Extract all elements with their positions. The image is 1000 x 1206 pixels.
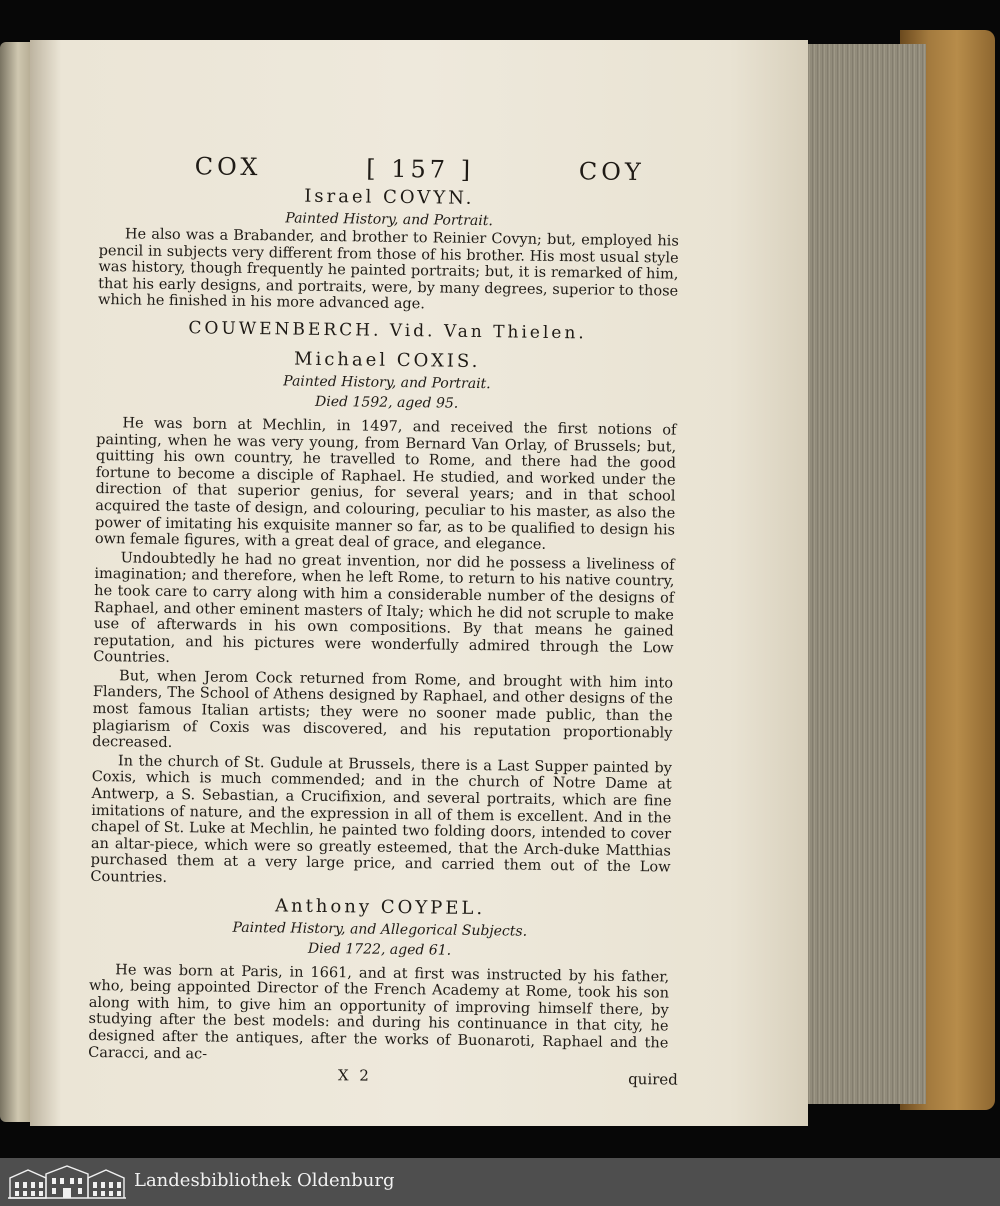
paragraph: He was born at Paris, in 1661, and at first was instructed by his father, who, being appointed Director of the French Academy at Rome, took his son along with him, to give him an opportunity of improving himself there, by studying after the best models: and during his continuance in that city, he designed after the antiques, after the works of Buonaroti, Raphael and the Caracci, and ac- bbox=[88, 961, 670, 1063]
entry-subtitle-coypel: Painted History, and Allegorical Subjects. bbox=[232, 919, 528, 940]
library-bar bbox=[0, 1158, 1000, 1206]
book-page bbox=[30, 40, 808, 1126]
page-edges bbox=[806, 44, 926, 1104]
running-head-right: COY bbox=[578, 157, 645, 187]
paragraph: But, when Jerom Cock returned from Rome, and brought with him into Flanders, The School of Athens designed by Raphael, and other designs of the most famous Italian artists; they were no sooner made public, than the plagiarism of Coxis was discovered, and his reputation proportionably decreased. bbox=[92, 668, 674, 752]
entry-title-couwenberch: COUWENBERCH. Vid. Van Thielen. bbox=[188, 318, 587, 344]
entry-title-coypel: Anthony COYPEL. bbox=[274, 894, 486, 919]
paragraph: In the church of St. Gudule at Brussels, there is a Last Supper painted by Coxis, which is much commended; and in the church of Notre Dame at Antwerp, a S. Sebastian, a Crucifixion, and several portraits, which are fine imitations of nature, and the expression in all of them is excellent. And in the chapel of St. Luke at Mechlin, he painted two folding doors, intended to cover an altar-piece, which were so greatly esteemed, that the Arch-duke Matthias purchased them at a very large price, and carried them out of the Low Countries. bbox=[90, 753, 673, 886]
catchword: quired bbox=[628, 1070, 678, 1089]
paragraph: Undoubtedly he had no great invention, nor did he possess a liveliness of imagination; and therefore, when he left Rome, to return to his native country, he took care to carry along with him a considerable number of the designs of Raphael, and other eminent masters of Italy; which he did not scruple to make use of afterwards in his own compositions. By that means he gained reputation, and his pictures were wonderfully admired through the Low Countries. bbox=[93, 550, 675, 667]
paragraph: He also was a Brabander, and brother to Reinier Covyn; but, employed his pencil in subjects very different from those of his brother. His most usual style was history, though frequently he painted portraits; but, it is remarked of him, that his early designs, and portraits, were, by many degrees, superior to those which he finished in his more advanced age. bbox=[97, 226, 679, 313]
entry-title-covyn: Israel COVYN. bbox=[304, 185, 475, 209]
page-number: [ 157 ] bbox=[366, 154, 475, 184]
entry-died-coxis: Died 1592, aged 95. bbox=[314, 393, 459, 412]
entry-died-coypel: Died 1722, aged 61. bbox=[307, 940, 452, 959]
page-content bbox=[88, 148, 680, 1089]
left-page-curl bbox=[0, 42, 30, 1122]
paragraph: He was born at Mechlin, in 1497, and received the first notions of painting, when he was very young, from Bernard Van Orlay, of Brussels; but, quitting his own country, he travelled to Rome, and there had the good fortune to become a disciple of Raphael. He studied, and worked under the direction of that superior genius, for several years; and in that school acquired the taste of design, and colouring, peculiar to his master, as also the power of imitating his exquisite manner so far, as to be qualified to design his own female figures, with a great deal of grace, and elegance. bbox=[94, 415, 677, 553]
running-head-left: COX bbox=[194, 152, 262, 182]
library-building-icon bbox=[8, 1164, 126, 1200]
entry-title-coxis: Michael COXIS. bbox=[293, 348, 481, 372]
signature-mark: X 2 bbox=[337, 1066, 372, 1085]
library-name: Landesbibliothek Oldenburg bbox=[134, 1170, 395, 1191]
entry-subtitle-covyn: Painted History, and Portrait. bbox=[285, 210, 493, 230]
entry-subtitle-coxis: Painted History, and Portrait. bbox=[283, 373, 491, 393]
